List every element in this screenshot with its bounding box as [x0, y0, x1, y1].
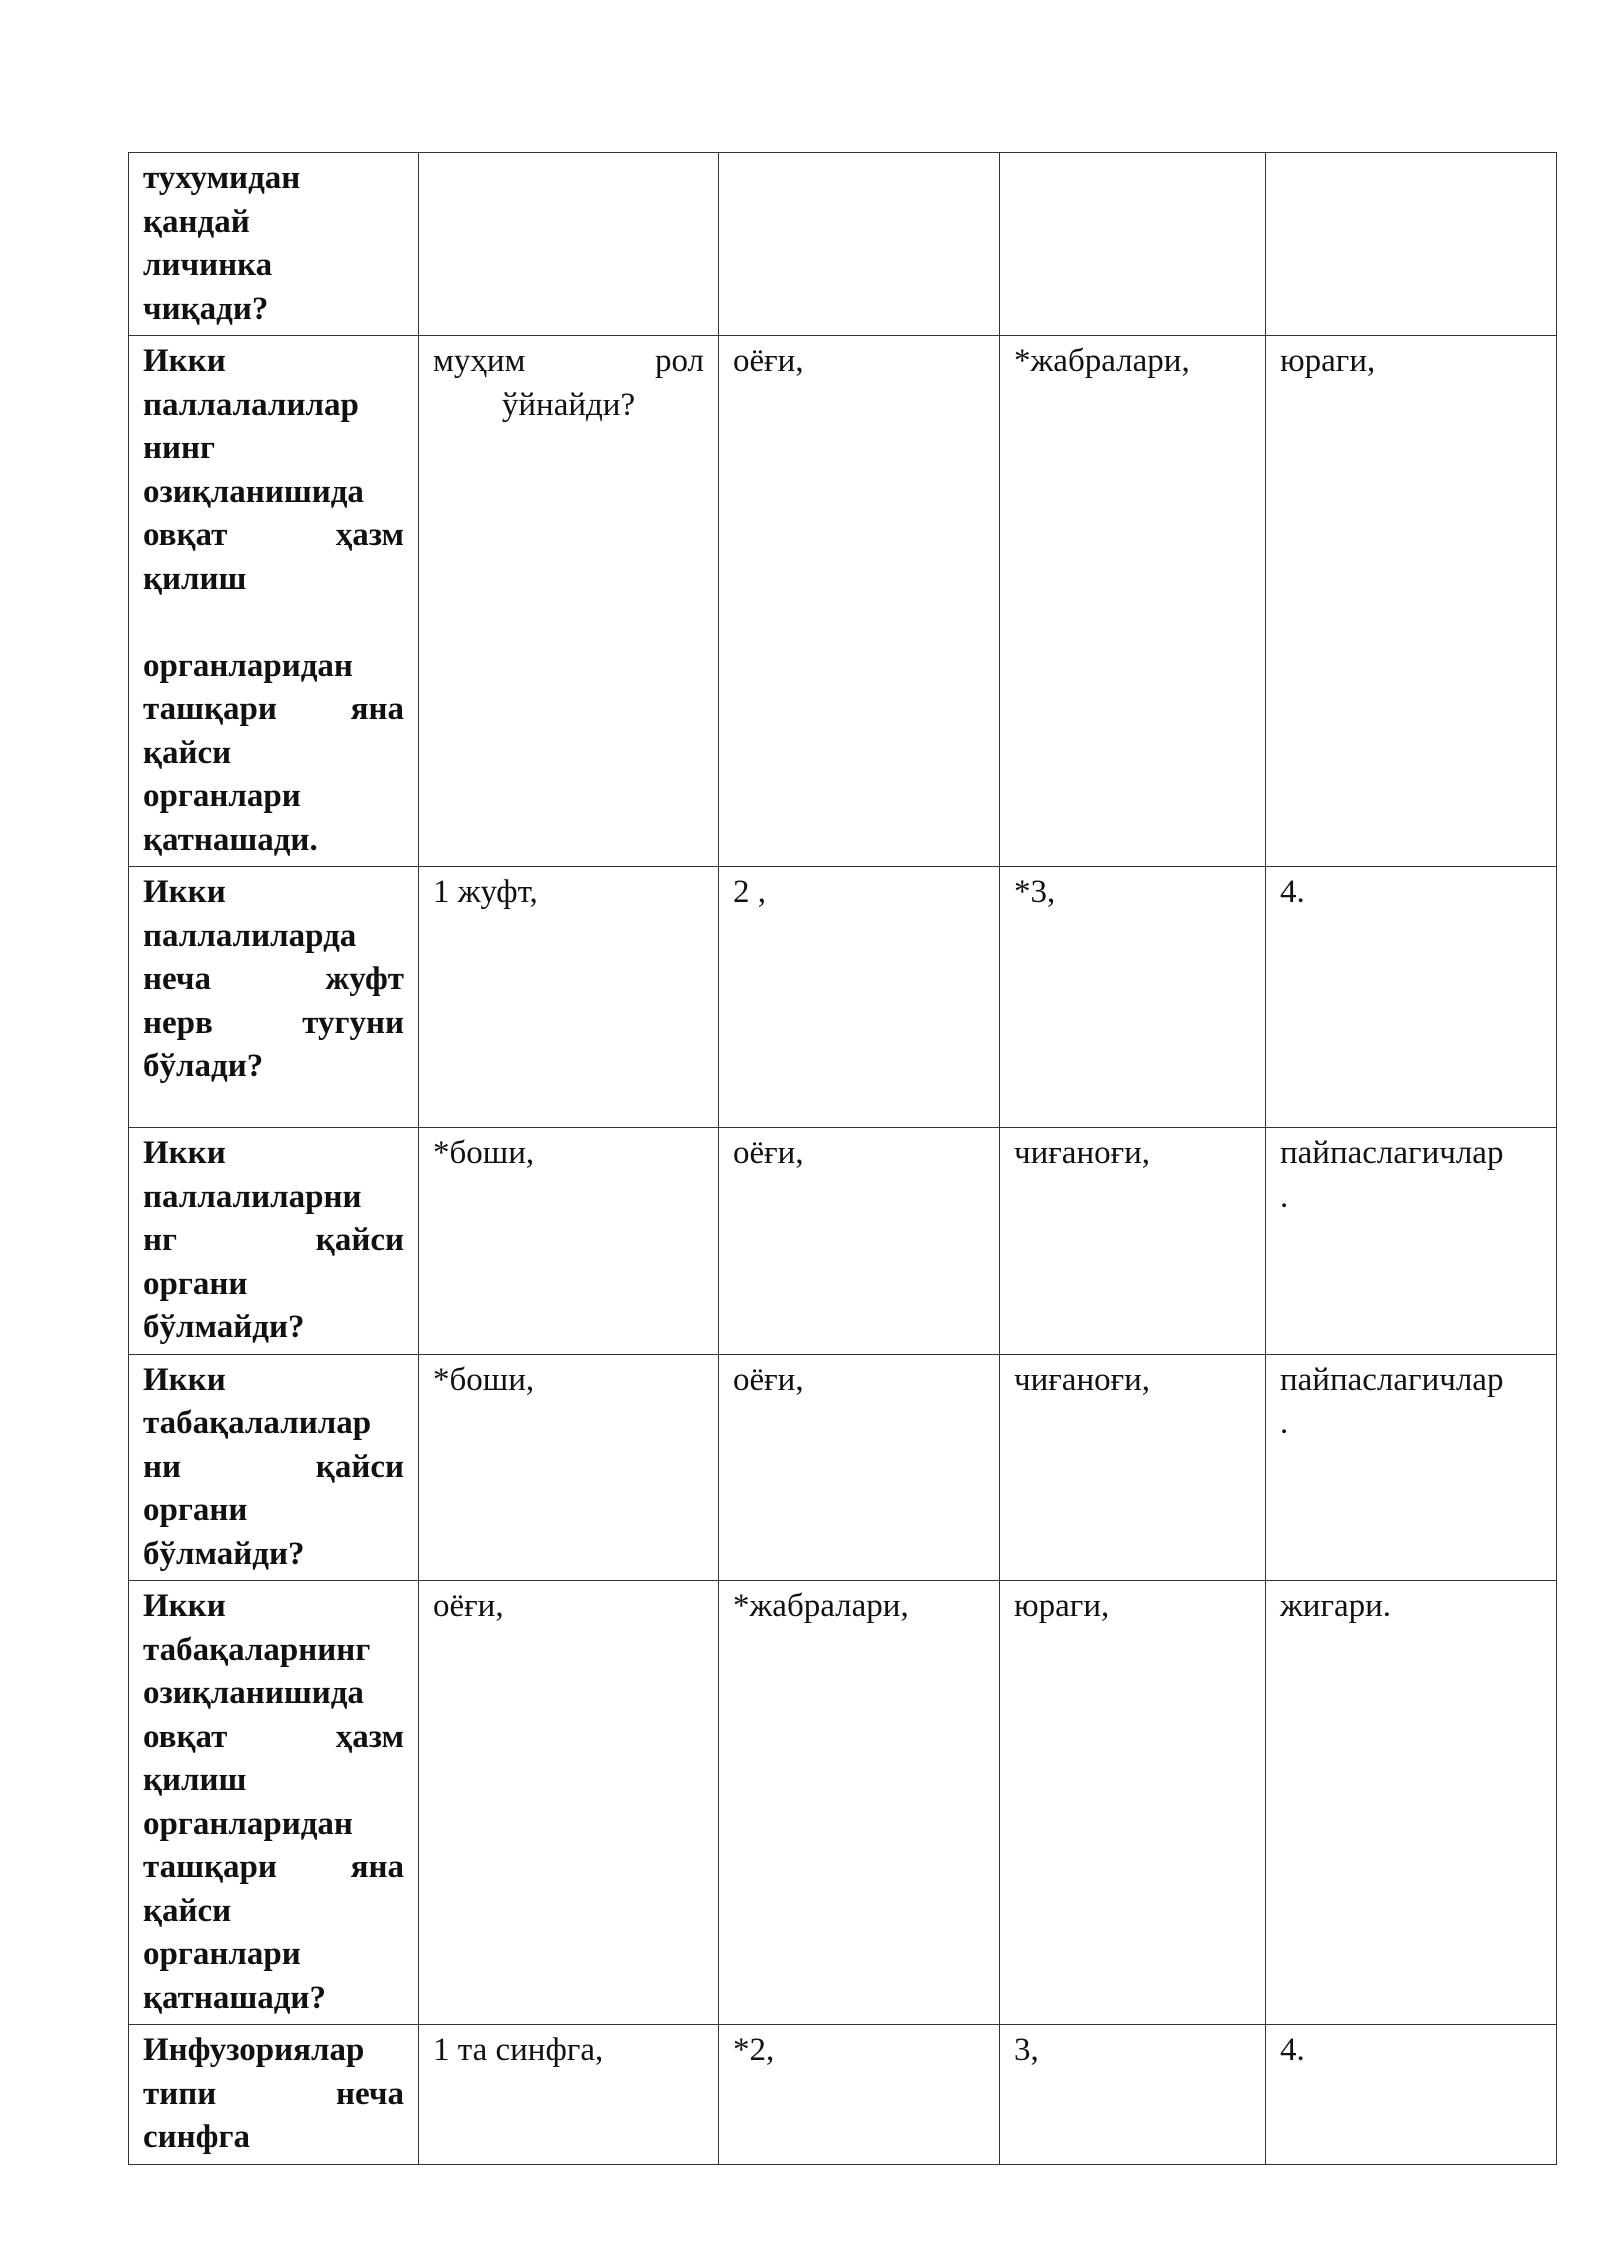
question-cell: Икки табақаларнинг озиқланишида овқат ҳазм қилиш органларидан ташқари яна қайси органлари қатнашади?	[129, 1581, 419, 2025]
table-row	[129, 2025, 1557, 2165]
question-cell: Икки табақалалилар ни қайси органи бўлмайди?	[129, 1354, 419, 1581]
option-d-cell: юраги,	[1266, 336, 1557, 867]
option-d-cell: 4.	[1266, 2025, 1557, 2165]
option-b-cell	[719, 153, 1000, 336]
quiz-table	[128, 152, 1557, 2165]
option-b-cell: *жабралари,	[719, 1581, 1000, 2025]
option-d-cell: пайпаслагичлар .	[1266, 1354, 1557, 1581]
table-row	[129, 336, 1557, 867]
option-a-cell: муҳим рол ўйнайди?	[419, 336, 719, 867]
option-c-cell: *3,	[1000, 867, 1266, 1128]
option-a-cell: 1 жуфт,	[419, 867, 719, 1128]
option-a-cell: 1 та синфга,	[419, 2025, 719, 2165]
question-cell: Икки паллалиларда неча жуфт нерв тугуни бўлади?	[129, 867, 419, 1128]
option-c-cell: *жабралари,	[1000, 336, 1266, 867]
option-b-cell: оёғи,	[719, 336, 1000, 867]
table-row	[129, 1581, 1557, 2025]
option-b-cell: 2 ,	[719, 867, 1000, 1128]
option-b-cell: оёғи,	[719, 1128, 1000, 1355]
option-c-cell: чиғаноғи,	[1000, 1128, 1266, 1355]
option-d-cell: жигари.	[1266, 1581, 1557, 2025]
option-b-cell: оёғи,	[719, 1354, 1000, 1581]
option-c-cell	[1000, 153, 1266, 336]
option-a-cell: *боши,	[419, 1128, 719, 1355]
option-d-cell: пайпаслагичлар .	[1266, 1128, 1557, 1355]
question-cell: тухумидан қандай личинка чиқади?	[129, 153, 419, 336]
option-a-cell: *боши,	[419, 1354, 719, 1581]
question-cell: Икки паллалиларни нг қайси органи бўлмайди?	[129, 1128, 419, 1355]
option-a-cell: оёғи,	[419, 1581, 719, 2025]
question-cell: Икки паллалалилар нинг озиқланишида овқат ҳазм қилиш органларидан ташқари яна қайси органлари қатнашади.	[129, 336, 419, 867]
option-c-cell: юраги,	[1000, 1581, 1266, 2025]
table-row	[129, 1128, 1557, 1355]
table-row	[129, 153, 1557, 336]
question-cell: Инфузориялар типи неча синфга	[129, 2025, 419, 2165]
option-c-cell: чиғаноғи,	[1000, 1354, 1266, 1581]
option-b-cell: *2,	[719, 2025, 1000, 2165]
option-a-cell	[419, 153, 719, 336]
option-d-cell: 4.	[1266, 867, 1557, 1128]
table-row	[129, 867, 1557, 1128]
option-d-cell	[1266, 153, 1557, 336]
option-c-cell: 3,	[1000, 2025, 1266, 2165]
table-row	[129, 1354, 1557, 1581]
